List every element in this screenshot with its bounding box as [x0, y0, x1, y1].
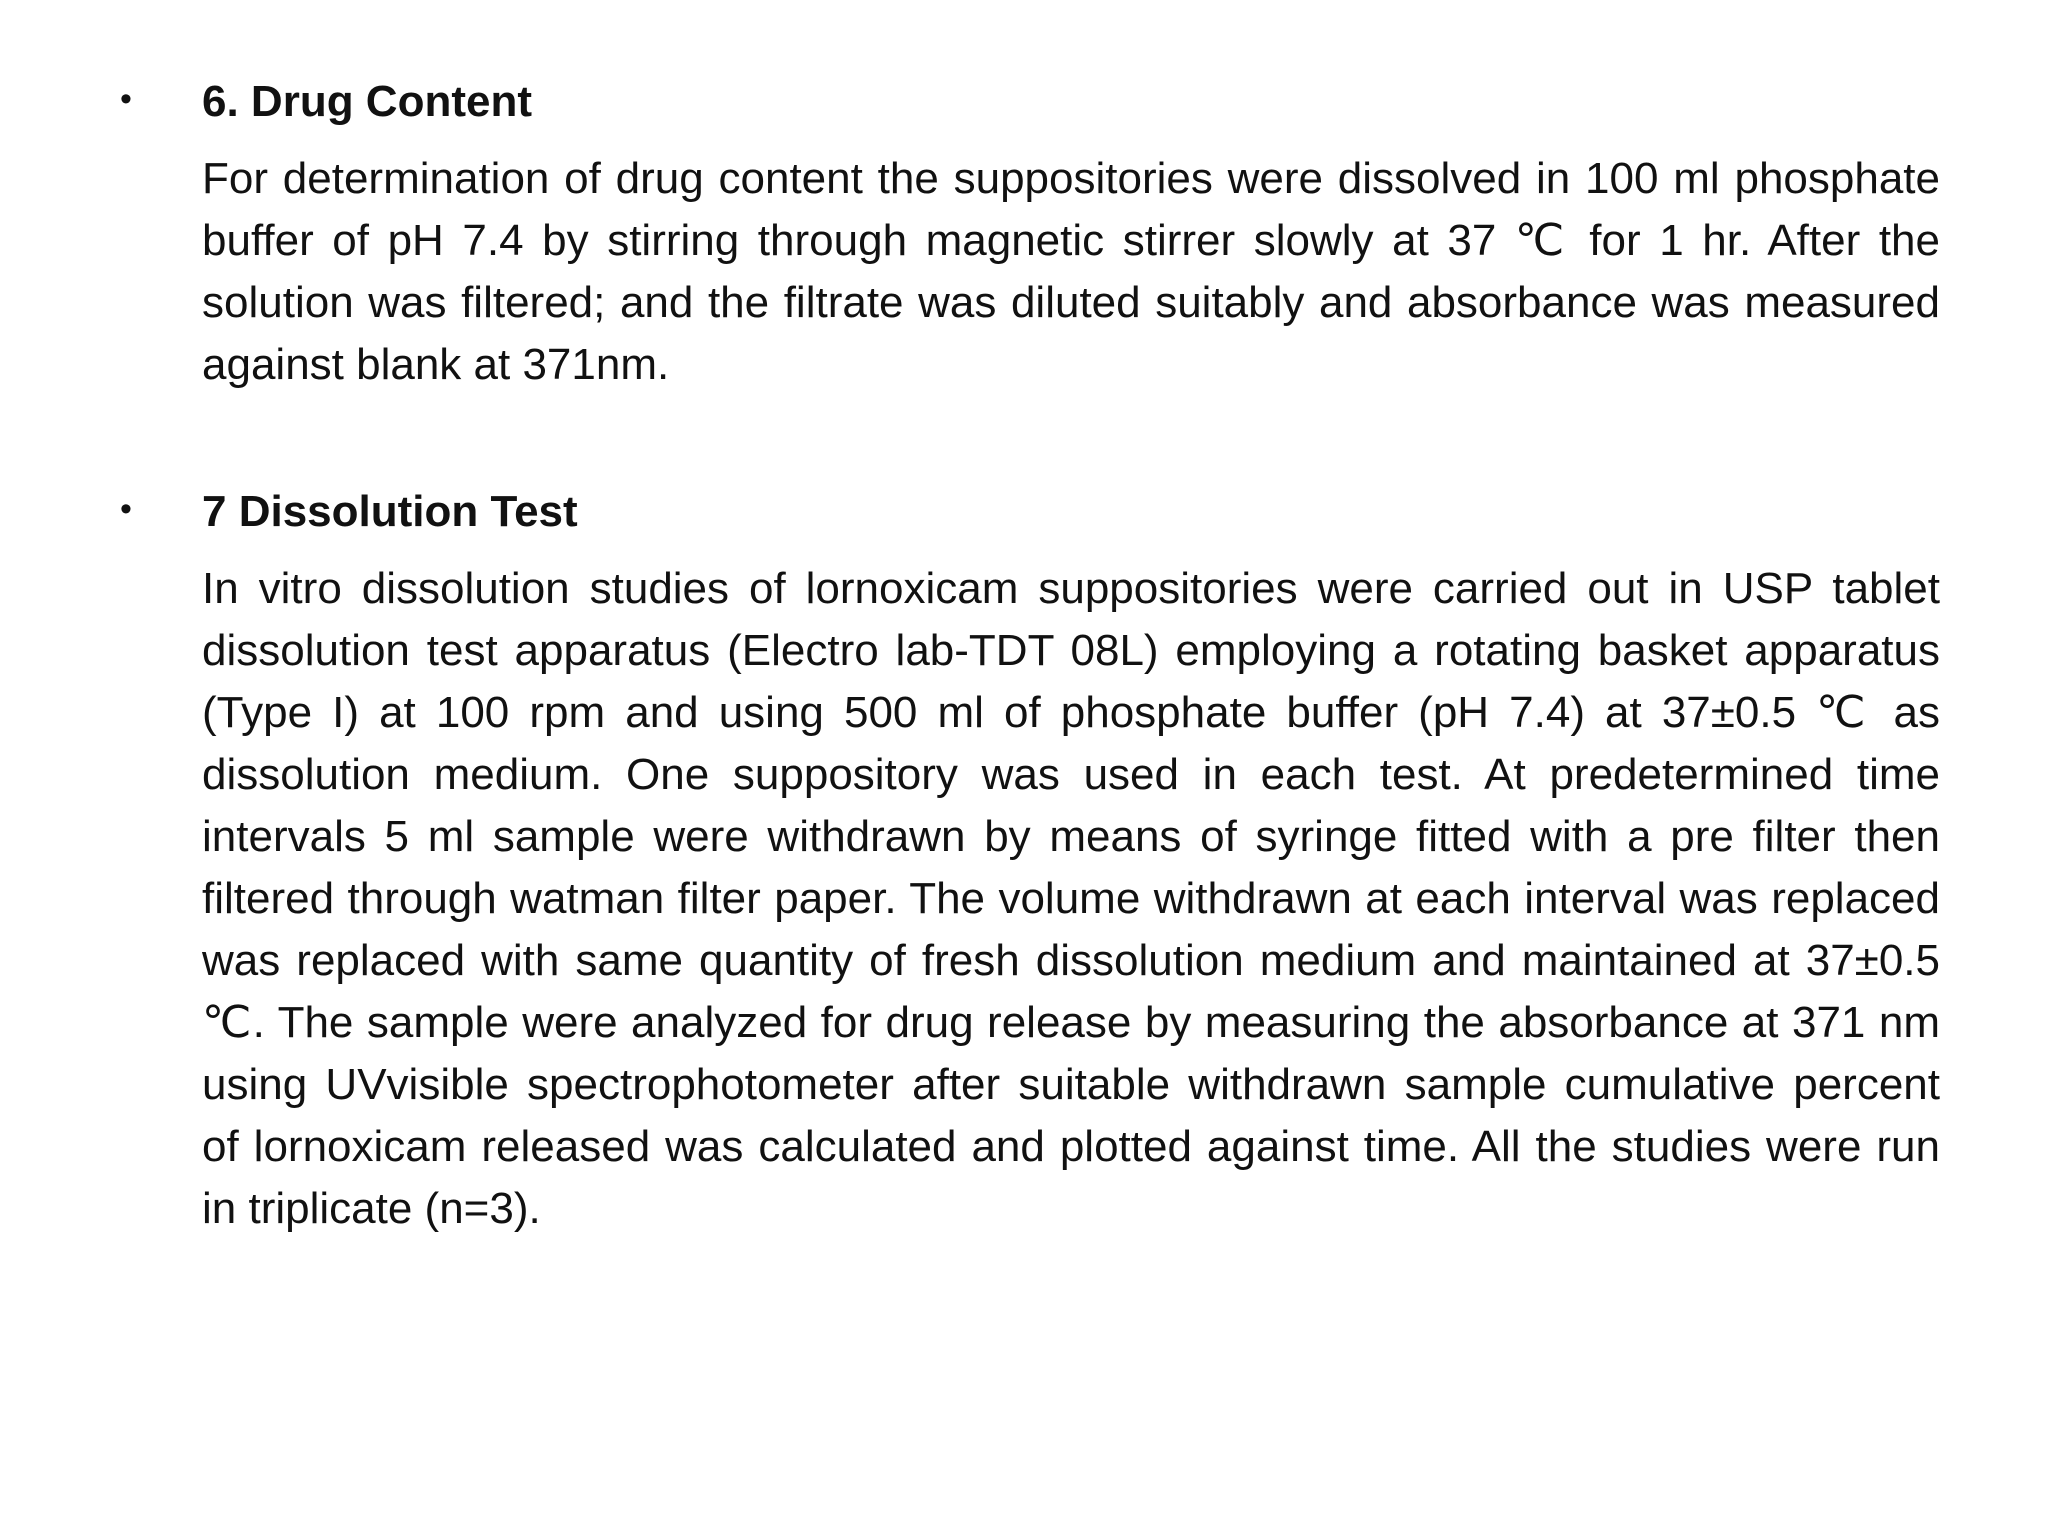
section-heading: 7 Dissolution Test	[202, 487, 578, 536]
section-paragraph: In vitro dissolution studies of lornoxicam suppositories were carried out in USP tablet dissolution test apparatus (Electro lab-TDT 08L) employing a rotating basket apparatus (Type I) at 100 rpm and using 500 ml of phosphate buffer (pH 7.4) at 37±0.5 ℃ as dissolution medium. One suppository was used in each test. At predetermined time intervals 5 ml sample were withdrawn by means of syringe fitted with a pre filter then filtered through watman filter paper. The volume withdrawn at each interval was replaced was replaced with same quantity of fresh dissolution medium and maintained at 37±0.5 ℃. The sample were analyzed for drug release by measuring the absorbance at 371 nm using UVvisible spectrophotometer after suitable withdrawn sample cumulative percent of lornoxicam released was calculated and plotted against time. All the studies were run in triplicate (n=3).	[202, 564, 1940, 1233]
section-heading: 6. Drug Content	[202, 77, 532, 126]
bullet-point: •	[120, 80, 132, 118]
section-paragraph: For determination of drug content the suppositories were dissolved in 100 ml phosphate buffer of pH 7.4 by stirring through magnetic stirrer slowly at 37 ℃ for 1 hr. After the solution was filtered; and the filtrate was diluted suitably and absorbance was measured against blank at 371nm.	[202, 154, 1940, 389]
bullet-point: •	[120, 490, 132, 528]
